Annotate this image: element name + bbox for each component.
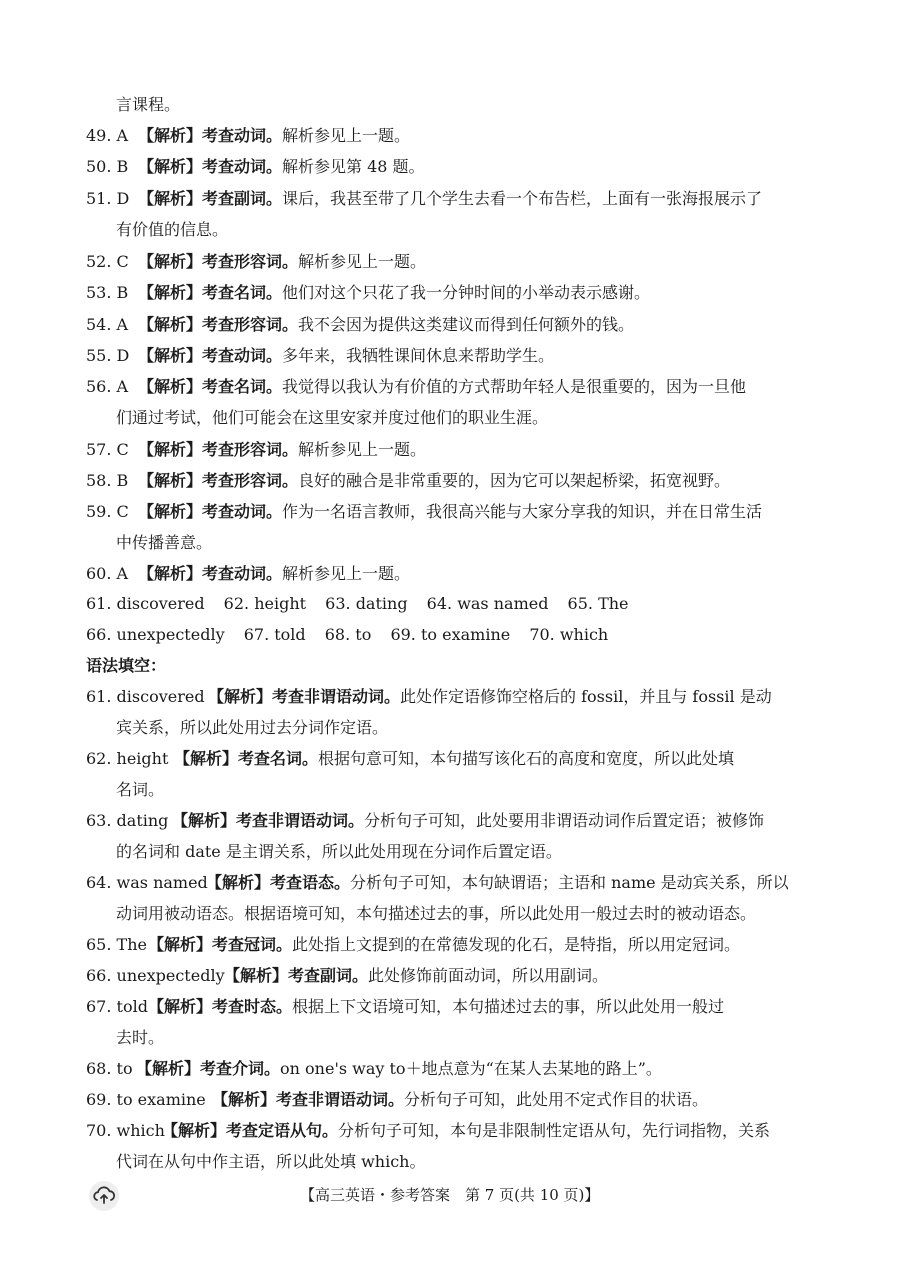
item-label: 【解析】考查形容词。: [138, 252, 299, 271]
section-title: 语法填空：: [86, 656, 167, 675]
answer-key-item: 68. to: [324, 625, 372, 644]
answer-key-row-2: [86, 619, 622, 650]
item-label: 【解析】考查名词。: [138, 283, 283, 302]
item-explanation-cont: 动词用被动语态。根据语境可知，本句描述过去的事，所以此处用一般过去时的被动语态。: [116, 904, 757, 923]
item-explanation-cont: 名词。: [116, 780, 165, 799]
item-number: 68. to: [86, 1059, 133, 1078]
item-number: 55. D: [86, 346, 130, 365]
item-explanation: 解析参见第 48 题。: [282, 157, 425, 176]
answer-key-item: 65. The: [567, 594, 629, 613]
item-label: 【解析】考查名词。: [138, 377, 283, 396]
item-number: 54. A: [86, 315, 129, 334]
item-number: 69. to examine: [86, 1090, 206, 1109]
item-explanation-cont: 有价值的信息。: [116, 220, 229, 239]
item-number: 50. B: [86, 157, 129, 176]
item-number: 63. dating: [86, 811, 169, 830]
item-number: 67. told: [86, 997, 148, 1016]
item-explanation: 我觉得以我认为有价值的方式帮助年轻人是很重要的，因为一旦他: [282, 377, 747, 396]
item-explanation: 课后，我甚至带了几个学生去看一个布告栏，上面有一张海报展示了: [282, 189, 763, 208]
item-explanation: 解析参见上一题。: [298, 440, 427, 459]
item-number: 53. B: [86, 283, 129, 302]
continuation-text: 言课程。: [116, 95, 181, 114]
item-label: 【解析】考查动词。: [138, 157, 283, 176]
item-explanation: 我不会因为提供这类建议而得到任何额外的钱。: [298, 315, 635, 334]
item-explanation: 分析句子可知，此处要用非谓语动词作后置定语；被修饰: [364, 811, 765, 830]
item-number: 61. discovered: [86, 687, 205, 706]
item-number: 66. unexpectedly: [86, 966, 225, 985]
answer-key-item: 63. dating: [325, 594, 408, 613]
item-explanation: 解析参见上一题。: [298, 252, 427, 271]
item-explanation: 解析参见上一题。: [282, 564, 411, 583]
item-explanation-cont: 的名词和 date 是主谓关系，所以此处用现在分词作后置定语。: [116, 842, 562, 861]
item-explanation: 根据上下文语境可知，本句描述过去的事，所以此处用一般过: [292, 997, 725, 1016]
item-explanation-cont: 代词在从句中作主语，所以此处填 which。: [116, 1152, 426, 1171]
item-number: 70. which: [86, 1121, 165, 1140]
item-number: 57. C: [86, 440, 129, 459]
item-number: 58. B: [86, 471, 129, 490]
answer-key-item: 67. told: [243, 625, 306, 644]
item-label: 【解析】考查动词。: [138, 346, 283, 365]
item-explanation-cont: 宾关系，所以此处用过去分词作定语。: [116, 718, 389, 737]
item-number: 59. C: [86, 502, 129, 521]
item-number: 52. C: [86, 252, 129, 271]
item-number: 49. A: [86, 126, 129, 145]
item-label: 【解析】考查时态。: [148, 997, 293, 1016]
answer-key-item: 69. to examine: [390, 625, 511, 644]
item-explanation-cont: 去时。: [116, 1028, 165, 1047]
item-explanation: 解析参见上一题。: [282, 126, 411, 145]
item-label: 【解析】考查形容词。: [138, 440, 299, 459]
item-number: 64. was named: [86, 873, 208, 892]
item-explanation: 分析句子可知，本句是非限制性定语从句，先行词指物，关系: [338, 1121, 771, 1140]
answer-key-item: 64. was named: [426, 594, 549, 613]
item-number: 62. height: [86, 749, 169, 768]
item-label: 【解析】考查名词。: [174, 749, 319, 768]
answer-key-item: 61. discovered: [86, 594, 205, 613]
item-label: 【解析】考查动词。: [138, 126, 283, 145]
item-label: 【解析】考查介词。: [136, 1059, 281, 1078]
item-number: 51. D: [86, 189, 130, 208]
answer-key-item: 66. unexpectedly: [86, 625, 225, 644]
item-label: 【解析】考查动词。: [138, 564, 283, 583]
item-label: 【解析】考查形容词。: [138, 315, 299, 334]
item-explanation: 良好的融合是非常重要的，因为它可以架起桥梁，拓宽视野。: [298, 471, 731, 490]
item-explanation-cont: 中传播善意。: [116, 533, 213, 552]
item-explanation: 分析句子可知，此处用不定式作目的状语。: [404, 1090, 709, 1109]
item-number: 65. The: [86, 935, 147, 954]
item-explanation-cont: 们通过考试，他们可能会在这里安家并度过他们的职业生涯。: [116, 408, 549, 427]
item-label: 【解析】考查形容词。: [138, 471, 299, 490]
item-label: 【解析】考查语态。: [206, 873, 351, 892]
item-label: 【解析】考查非谓语动词。: [212, 1090, 405, 1109]
item-explanation: 他们对这个只花了我一分钟时间的小举动表示感谢。: [282, 283, 651, 302]
item-explanation: 多年来，我牺牲课间休息来帮助学生。: [282, 346, 555, 365]
item-number: 60. A: [86, 564, 129, 583]
item-label: 【解析】考查副词。: [224, 966, 369, 985]
item-label: 【解析】考查冠词。: [148, 935, 293, 954]
item-explanation: 此处指上文提到的在常德发现的化石，是特指，所以用定冠词。: [292, 935, 741, 954]
item-label: 【解析】考查动词。: [138, 502, 283, 521]
page-footer: 【高三英语・参考答案 第 7 页(共 10 页)】: [300, 1186, 600, 1204]
item-explanation: on one's way to＋地点意为“在某人去某地的路上”。: [280, 1059, 662, 1078]
item-label: 【解析】考查非谓语动词。: [172, 811, 365, 830]
answer-key-row-1: [86, 588, 643, 619]
answer-key-item: 70. which: [529, 625, 609, 644]
item-explanation: 根据句意可知，本句描写该化石的高度和宽度，所以此处填: [318, 749, 735, 768]
item-label: 【解析】考查非谓语动词。: [208, 687, 401, 706]
cloud-upload-icon: [88, 1180, 120, 1212]
answer-key-item: 62. height: [223, 594, 307, 613]
item-label: 【解析】考查定语从句。: [162, 1121, 339, 1140]
item-explanation: 作为一名语言教师，我很高兴能与大家分享我的知识，并在日常生活: [282, 502, 763, 521]
item-label: 【解析】考查副词。: [138, 189, 283, 208]
item-explanation: 此处作定语修饰空格后的 fossil，并且与 fossil 是动: [400, 687, 772, 706]
item-number: 56. A: [86, 377, 129, 396]
item-explanation: 分析句子可知，本句缺谓语；主语和 name 是动宾关系，所以: [350, 873, 789, 892]
item-explanation: 此处修饰前面动词，所以用副词。: [368, 966, 609, 985]
